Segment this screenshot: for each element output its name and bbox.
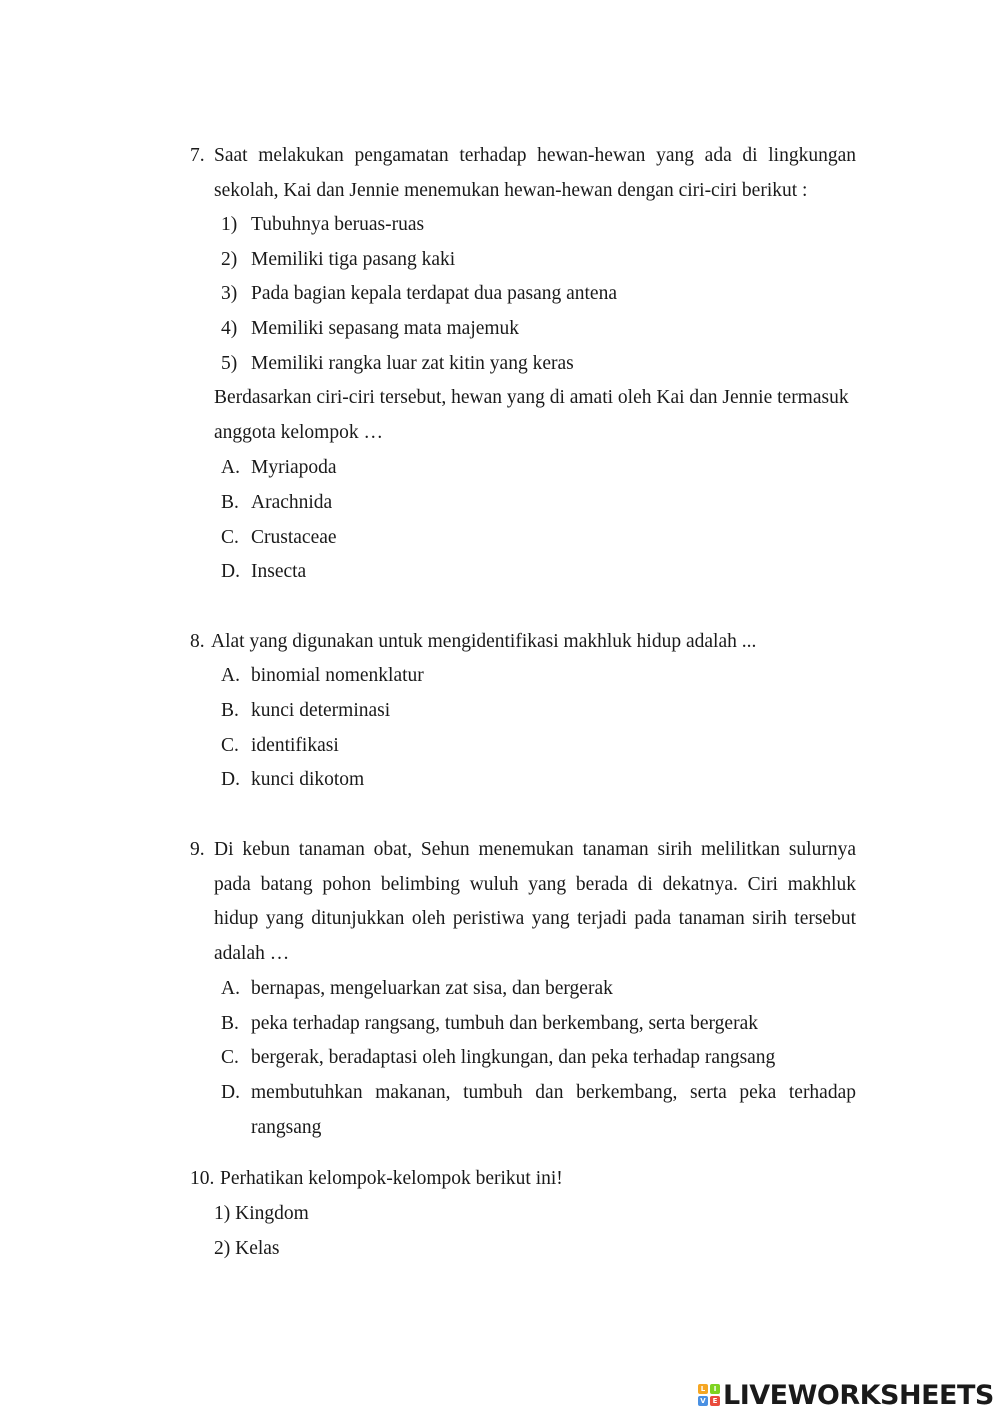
option-text: kunci determinasi bbox=[251, 700, 391, 721]
option-text: membutuhkan makanan, tumbuh dan berkembang, serta peka terhadap bbox=[251, 1082, 856, 1103]
option-text: Crustaceae bbox=[251, 527, 337, 548]
option-text: Insecta bbox=[251, 561, 307, 582]
option-text: identifikasi bbox=[251, 735, 339, 756]
question-prompt-line: anggota kelompok … bbox=[214, 422, 383, 443]
option-text: bernapas, mengeluarkan zat sisa, dan bergerak bbox=[251, 978, 613, 999]
question-stem-line: Alat yang digunakan untuk mengidentifikasi makhluk hidup adalah ... bbox=[211, 631, 757, 652]
option-letter: C. bbox=[221, 1047, 239, 1068]
question-stem-line: adalah … bbox=[214, 943, 290, 964]
option-letter: D. bbox=[221, 561, 240, 582]
trait-text: Pada bagian kepala terdapat dua pasang antena bbox=[251, 283, 617, 304]
question-stem-line: Di kebun tanaman obat, Sehun menemukan tanaman sirih melilitkan sulurnya bbox=[214, 839, 856, 860]
option-letter: B. bbox=[221, 700, 239, 721]
trait-text: Memiliki sepasang mata majemuk bbox=[251, 318, 520, 339]
option-letter: A. bbox=[221, 665, 240, 686]
question-number: 8. bbox=[190, 631, 205, 652]
option-letter: A. bbox=[221, 457, 240, 478]
option-letter: D. bbox=[221, 1082, 240, 1103]
question-number: 7. bbox=[190, 145, 205, 166]
option-text: Myriapoda bbox=[251, 457, 337, 478]
list-item: 2) Kelas bbox=[214, 1238, 280, 1259]
option-text: peka terhadap rangsang, tumbuh dan berkembang, serta bergerak bbox=[251, 1013, 758, 1034]
logo-tile: I bbox=[710, 1384, 720, 1394]
list-item: 1) Kingdom bbox=[214, 1203, 309, 1224]
question-number: 9. bbox=[190, 839, 205, 860]
option-text: Arachnida bbox=[251, 492, 333, 513]
option-letter: B. bbox=[221, 492, 239, 513]
option-text-continuation: rangsang bbox=[251, 1117, 322, 1138]
question-stem-line: hidup yang ditunjukkan oleh peristiwa yang terjadi pada tanaman sirih tersebut bbox=[214, 908, 856, 929]
trait-marker: 2) bbox=[221, 249, 238, 270]
trait-marker: 4) bbox=[221, 318, 238, 339]
logo-tile: E bbox=[710, 1396, 720, 1406]
trait-text: Tubuhnya beruas-ruas bbox=[251, 214, 425, 235]
question-prompt-line: Berdasarkan ciri-ciri tersebut, hewan yang di amati oleh Kai dan Jennie termasuk bbox=[214, 387, 849, 408]
question-number: 10. bbox=[190, 1168, 215, 1189]
option-text: kunci dikotom bbox=[251, 769, 365, 790]
option-letter: C. bbox=[221, 527, 239, 548]
liveworksheets-logo bbox=[698, 1380, 994, 1410]
trait-text: Memiliki rangka luar zat kitin yang keras bbox=[251, 353, 574, 374]
option-letter: B. bbox=[221, 1013, 239, 1034]
logo-text: LIVEWORKSHEETS bbox=[723, 1379, 994, 1411]
question-stem-line: pada batang pohon belimbing wuluh yang berada di dekatnya. Ciri makhluk bbox=[214, 874, 856, 895]
question-stem-line: Perhatikan kelompok-kelompok berikut ini! bbox=[220, 1168, 563, 1189]
question-stem-line: Saat melakukan pengamatan terhadap hewan-hewan yang ada di lingkungan bbox=[214, 145, 856, 166]
trait-text: Memiliki tiga pasang kaki bbox=[251, 249, 456, 270]
question-stem-line: sekolah, Kai dan Jennie menemukan hewan-hewan dengan ciri-ciri berikut : bbox=[214, 180, 808, 201]
trait-marker: 3) bbox=[221, 283, 238, 304]
option-text: binomial nomenklatur bbox=[251, 665, 424, 686]
logo-mark-icon bbox=[698, 1384, 720, 1406]
option-letter: A. bbox=[221, 978, 240, 999]
trait-marker: 5) bbox=[221, 353, 238, 374]
logo-tile: L bbox=[698, 1384, 708, 1394]
trait-marker: 1) bbox=[221, 214, 238, 235]
option-text: bergerak, beradaptasi oleh lingkungan, dan peka terhadap rangsang bbox=[251, 1047, 776, 1068]
option-letter: D. bbox=[221, 769, 240, 790]
logo-tile: V bbox=[698, 1396, 708, 1406]
option-letter: C. bbox=[221, 735, 239, 756]
